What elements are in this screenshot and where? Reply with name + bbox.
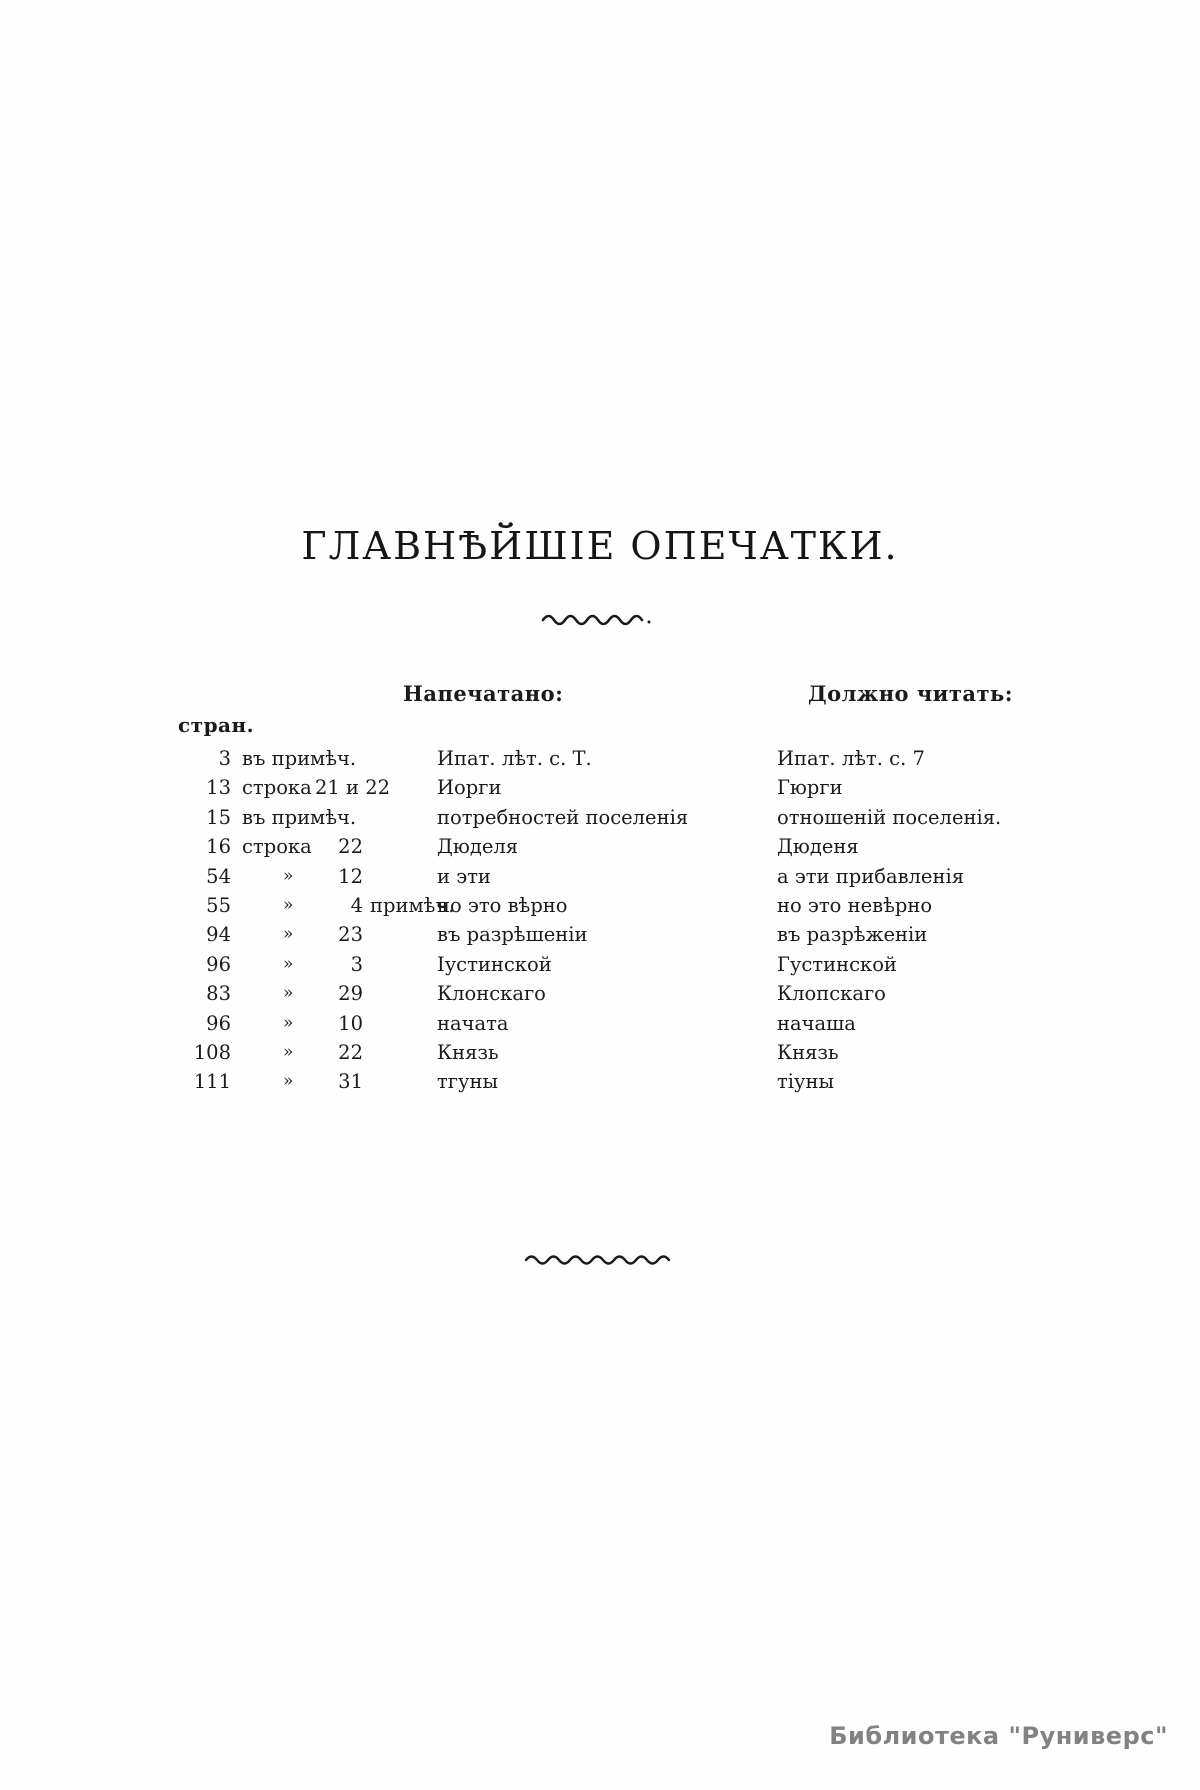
runivers-watermark: Библиотека "Руниверс" <box>829 1722 1168 1750</box>
line-number-cell: 12 <box>338 864 363 888</box>
correct-text-cell: начаша <box>777 1011 856 1035</box>
line-number-cell: 23 <box>338 923 363 947</box>
line-number-cell: 29 <box>338 982 363 1006</box>
table-row <box>165 979 1165 1008</box>
table-row <box>165 803 1165 832</box>
line-ref-cell: » <box>283 1071 294 1092</box>
page-number-cell: 55 <box>206 893 231 917</box>
correct-text-cell: но это невѣрно <box>777 893 933 917</box>
correct-text-cell: тіуны <box>777 1070 835 1094</box>
line-ref-cell: въ примѣч. <box>242 805 357 829</box>
line-ref-cell: » <box>283 865 294 886</box>
correct-text-cell: Густинской <box>777 952 897 976</box>
line-ref-cell: » <box>283 1041 294 1062</box>
line-number-cell: 31 <box>338 1070 363 1094</box>
correct-text-cell: въ разрѣженіи <box>777 923 928 947</box>
column-header-correct: Должно читать: <box>808 681 1013 706</box>
line-ref-cell: » <box>283 1012 294 1033</box>
errata-rows <box>165 744 1165 1097</box>
line-ref-cell: строка <box>242 776 312 800</box>
correct-text-cell: Дюденя <box>777 835 859 859</box>
line-ref-cell: » <box>283 953 294 974</box>
line-number-cell: 3 <box>350 952 363 976</box>
line-ref-cell: » <box>283 924 294 945</box>
correct-text-cell: Ипат. лѣт. с. 7 <box>777 747 925 770</box>
table-row <box>165 832 1165 861</box>
page-number-cell: 108 <box>193 1040 231 1064</box>
printed-text-cell: Ипат. лѣт. с. Т. <box>437 747 592 770</box>
line-ref-cell: » <box>283 983 294 1004</box>
line-number-cell: 22 <box>338 835 363 859</box>
correct-text-cell: отношеній поселенія. <box>777 805 1002 829</box>
page-number-cell: 96 <box>206 952 231 976</box>
printed-text-cell: тгуны <box>437 1070 498 1094</box>
line-ref-cell: строка <box>242 835 312 859</box>
column-header-printed: Напечатано: <box>403 681 564 706</box>
page-number-cell: 3 <box>218 747 231 770</box>
line-number-cell: 10 <box>338 1011 363 1035</box>
squiggle-divider-bottom <box>524 1250 676 1268</box>
page-number-cell: 13 <box>206 776 231 800</box>
line-number-cell: 22 <box>338 1040 363 1064</box>
table-row <box>165 1038 1165 1067</box>
correct-text-cell: Князь <box>777 1040 839 1064</box>
table-row <box>165 920 1165 949</box>
page-column-label: стран. <box>178 713 255 737</box>
line-number-cell: 21 и 22 <box>315 776 391 800</box>
printed-text-cell: Дюделя <box>437 835 519 859</box>
table-row <box>165 1067 1165 1096</box>
ref-suffix-cell: примѣч. <box>370 893 455 917</box>
line-number-cell: 4 <box>350 893 363 917</box>
table-row <box>165 862 1165 891</box>
printed-text-cell: Іустинской <box>437 952 552 976</box>
printed-text-cell: но это вѣрно <box>437 893 568 917</box>
table-row <box>165 1009 1165 1038</box>
page-number-cell: 16 <box>206 835 231 859</box>
table-row <box>165 950 1165 979</box>
line-ref-cell: въ примѣч. <box>242 747 357 770</box>
page-number-cell: 54 <box>206 864 231 888</box>
page-number-cell: 96 <box>206 1011 231 1035</box>
correct-text-cell: а эти прибавленія <box>777 864 965 888</box>
printed-text-cell: Князь <box>437 1040 499 1064</box>
printed-text-cell: потребностей поселенія <box>437 805 689 829</box>
correct-text-cell: Гюрги <box>777 776 843 800</box>
table-row <box>165 891 1165 920</box>
squiggle-divider-top <box>541 610 659 628</box>
page-title: ГЛАВНѢЙШІЕ ОПЕЧАТКИ. <box>301 524 899 568</box>
page-number-cell: 15 <box>206 805 231 829</box>
printed-text-cell: Клонскаго <box>437 982 546 1006</box>
line-ref-cell: » <box>283 894 294 915</box>
printed-text-cell: и эти <box>437 864 491 888</box>
page-number-cell: 111 <box>193 1070 231 1094</box>
printed-text-cell: начата <box>437 1011 509 1035</box>
printed-text-cell: въ разрѣшеніи <box>437 923 588 947</box>
correct-text-cell: Клопскаго <box>777 982 886 1006</box>
table-row <box>165 773 1165 802</box>
page-number-cell: 83 <box>206 982 231 1006</box>
printed-text-cell: Иорги <box>437 776 502 800</box>
page-number-cell: 94 <box>206 923 231 947</box>
table-row <box>165 744 1165 773</box>
